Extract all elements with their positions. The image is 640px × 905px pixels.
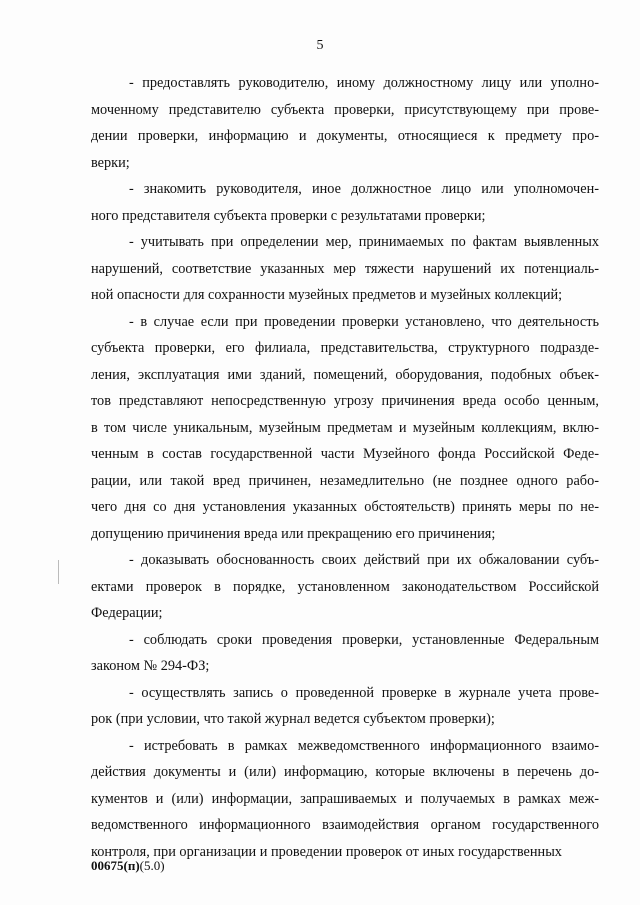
- paragraph: [91, 70, 599, 176]
- paragraph: [91, 176, 599, 229]
- text-line: рации, или такой вред причинен, незамедлительно (не позднее одного рабо-: [91, 472, 599, 489]
- text-line: дении проверки, информацию и документы, относящиеся к предмету про-: [91, 128, 599, 144]
- text-line: - истребовать в рамках межведомственного информационного взаимо-: [129, 737, 599, 754]
- text-line: - учитывать при определении мер, принимаемых по фактам выявленных: [129, 234, 599, 250]
- document-code-number: 00675(п): [91, 858, 140, 873]
- document-body: [91, 70, 599, 865]
- document-code-version: (5.0): [139, 858, 165, 873]
- text-line: ления, эксплуатация ими зданий, помещений, оборудования, подобных объек-: [91, 366, 599, 383]
- text-line: нарушений, соответствие указанных мер тяжести нарушений их потенциаль-: [91, 260, 599, 277]
- text-line: контроля, при организации и проведении проверок от иных государственных: [91, 843, 562, 860]
- text-line: - осуществлять запись о проведенной проверке в журнале учета прове-: [129, 684, 599, 701]
- text-line: субъекта проверки, его филиала, представительства, структурного подразде-: [91, 340, 599, 356]
- text-line: ведомственного информационного взаимодействия органом государственного: [91, 817, 599, 833]
- text-line: допущению причинения вреда или прекращению его причинения;: [91, 525, 496, 542]
- text-line: ектами проверок в порядке, установленном законодательством Российской: [91, 578, 599, 595]
- text-line: моченному представителю субъекта проверки, присутствующему при прове-: [91, 101, 599, 118]
- text-line: чего дня со дня установления указанных обстоятельств) принять меры по не-: [91, 499, 599, 515]
- paragraph: [91, 627, 599, 680]
- text-line: кументов и (или) информации, запрашиваемых и получаемых в рамках меж-: [91, 790, 599, 807]
- text-line: ного представителя субъекта проверки с результатами проверки;: [91, 207, 486, 224]
- scan-mark: [58, 560, 59, 584]
- text-line: ной опасности для сохранности музейных предметов и музейных коллекций;: [91, 287, 563, 303]
- text-line: в том числе уникальным, музейным предметам и музейным коллекциям, вклю-: [91, 419, 599, 436]
- text-line: ченным в состав государственной части Музейного фонда Российской Феде-: [91, 446, 599, 462]
- document-code: [91, 858, 165, 874]
- text-line: - в случае если при проведении проверки установлено, что деятельность: [129, 313, 599, 330]
- text-line: верки;: [91, 154, 130, 171]
- text-line: - соблюдать сроки проведения проверки, установленные Федеральным: [129, 631, 599, 648]
- paragraph: [91, 309, 599, 548]
- text-line: действия документы и (или) информацию, которые включены в перечень до-: [91, 764, 599, 780]
- paragraph: [91, 680, 599, 733]
- text-line: Федерации;: [91, 605, 163, 621]
- page-number: 5: [316, 38, 324, 53]
- text-line: рок (при условии, что такой журнал ведется субъектом проверки);: [91, 711, 495, 727]
- paragraph: [91, 733, 599, 866]
- paragraph: [91, 229, 599, 309]
- text-line: - доказывать обоснованность своих действий при их обжаловании субъ-: [129, 552, 599, 568]
- text-line: - предоставлять руководителю, иному должностному лицу или уполно-: [129, 75, 599, 91]
- text-line: - знакомить руководителя, иное должностное лицо или уполномочен-: [129, 181, 599, 197]
- paragraph: [91, 547, 599, 627]
- text-line: тов представляют непосредственную угрозу причинения вреда особо ценным,: [91, 393, 599, 409]
- text-line: законом № 294-ФЗ;: [91, 658, 210, 674]
